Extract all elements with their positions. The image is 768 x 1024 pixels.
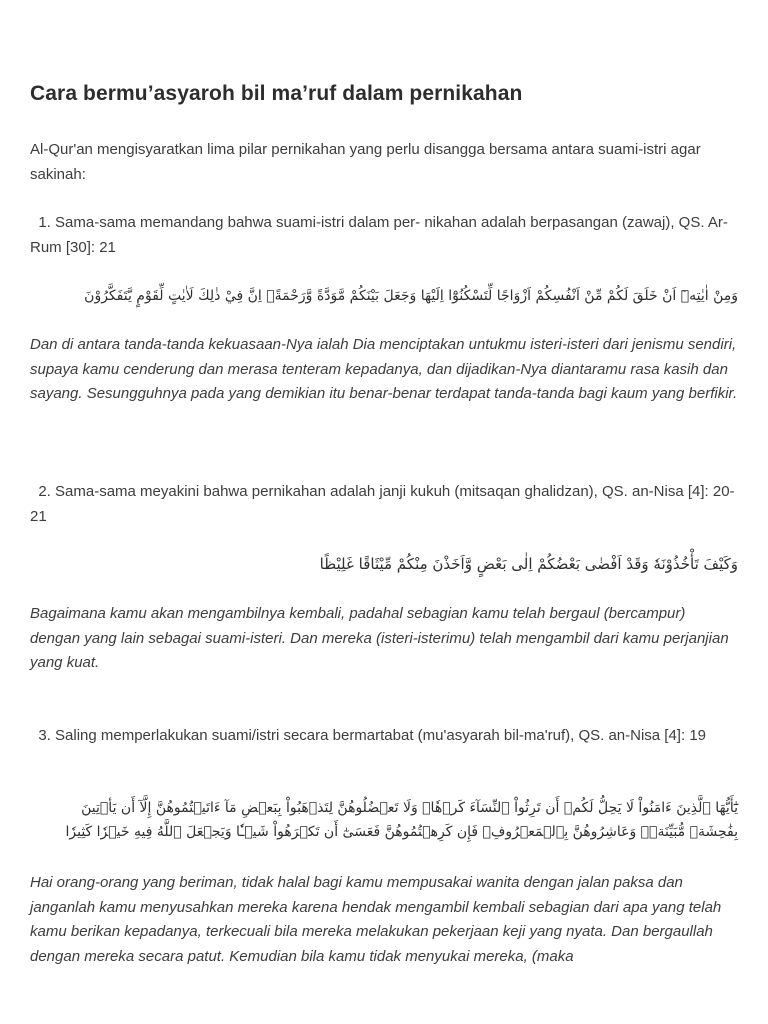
section-3-arabic-verse: يَٰٓأَيُّهَا ٱلَّذِينَ ءَامَنُواْ لَا يَحِلُّ لَكُمۡ أَن تَرِثُواْ ٱلنِّسَآءَ كَرۡهٗاۖ وَلَا تَعۡضُلُوهُنَّ لِتَذۡهَبُواْ بِبَعۡضِ مَآ ءَاتَيۡتُمُوهُنَّ إِلَّآ أَن يَأۡتِينَ بِفَٰحِشَةٖ مُّبَيِّنَةٖۚ وَعَاشِرُوهُنَّ بِٱلۡمَعۡرُوفِۚ فَإِن كَرِهۡتُمُوهُنَّ فَعَسَىٰٓ أَن تَكۡرَهُواْ شَيۡـٔٗا وَيَجۡعَلَ ٱللَّهُ فِيهِ خَيۡرٗا كَثِيرٗا	[65, 800, 738, 840]
section-2-heading: 2. Sama-sama meyakini bahwa pernikahan adalah janji kukuh (mitsaqan ghalidzan), QS. an-Nisa [4]: 20-21	[30, 483, 735, 525]
section-1-heading: 1. Sama-sama memandang bahwa suami-istri dalam per- nikahan adalah berpasangan (zawaj), QS. Ar-Rum [30]: 21	[30, 214, 728, 256]
intro-paragraph: Al-Qur'an mengisyaratkan lima pilar pernikahan yang perlu disangga bersama antara suami-istri agar sakinah:	[30, 141, 701, 183]
section-2-arabic-verse: وَكَيْفَ تَأْخُذُوْنَهٗ وَقَدْ اَفْضٰى بَعْضُكُمْ اِلٰى بَعْضٍ وَّاَخَذْنَ مِنْكُمْ مِّيْثَاقًا غَلِيْظًا	[319, 555, 738, 573]
section-1-translation: Dan di antara tanda-tanda kekuasaan-Nya ialah Dia menciptakan untukmu isteri-isteri dari jenismu sendiri, supaya kamu cenderung dan merasa tenteram kepadanya, dan dijadikan-Nya diantaramu rasa kasih dan sayang. Sesungguhnya pada yang demikian itu benar-benar terdapat tanda-tanda bagi kaum yang berfikir.	[30, 336, 738, 402]
page-title: Cara bermu’asyaroh bil ma’ruf dalam pernikahan	[30, 82, 523, 105]
section-2-translation: Bagaimana kamu akan mengambilnya kembali, padahal sebagian kamu telah bergaul (bercampur) dengan yang lain sebagai suami-isteri. Dan mereka (isteri-isterimu) telah mengambil dari kamu perjanjian yang kuat.	[30, 605, 729, 671]
section-3-heading: 3. Saling memperlakukan suami/istri secara bermartabat (mu'asyarah bil-ma'ruf), QS. an-Nisa [4]: 19	[30, 727, 706, 744]
section-1-arabic-verse: وَمِنْ اٰيٰتِهٖٓ اَنْ خَلَقَ لَكُمْ مِّنْ اَنْفُسِكُمْ اَزْوَاجًا لِّتَسْكُنُوْٓا اِلَيْهَا وَجَعَلَ بَيْنَكُمْ مَّوَدَّةً وَّرَحْمَةًۗ اِنَّ فِيْ ذٰلِكَ لَاٰيٰتٍ لِّقَوْمٍ يَّتَفَكَّرُوْنَ	[84, 288, 738, 304]
section-3-translation: Hai orang-orang yang beriman, tidak halal bagi kamu mempusakai wanita dengan jalan paksa dan janganlah kamu menyusahkan mereka karena hendak mengambil kembali sebagian dari apa yang telah kamu berikan kepadanya, terkecuali bila mereka melakukan pekerjaan keji yang nyata. Dan bergaullah dengan mereka secara patut. Kemudian bila kamu tidak menyukai mereka, (maka	[30, 874, 722, 965]
